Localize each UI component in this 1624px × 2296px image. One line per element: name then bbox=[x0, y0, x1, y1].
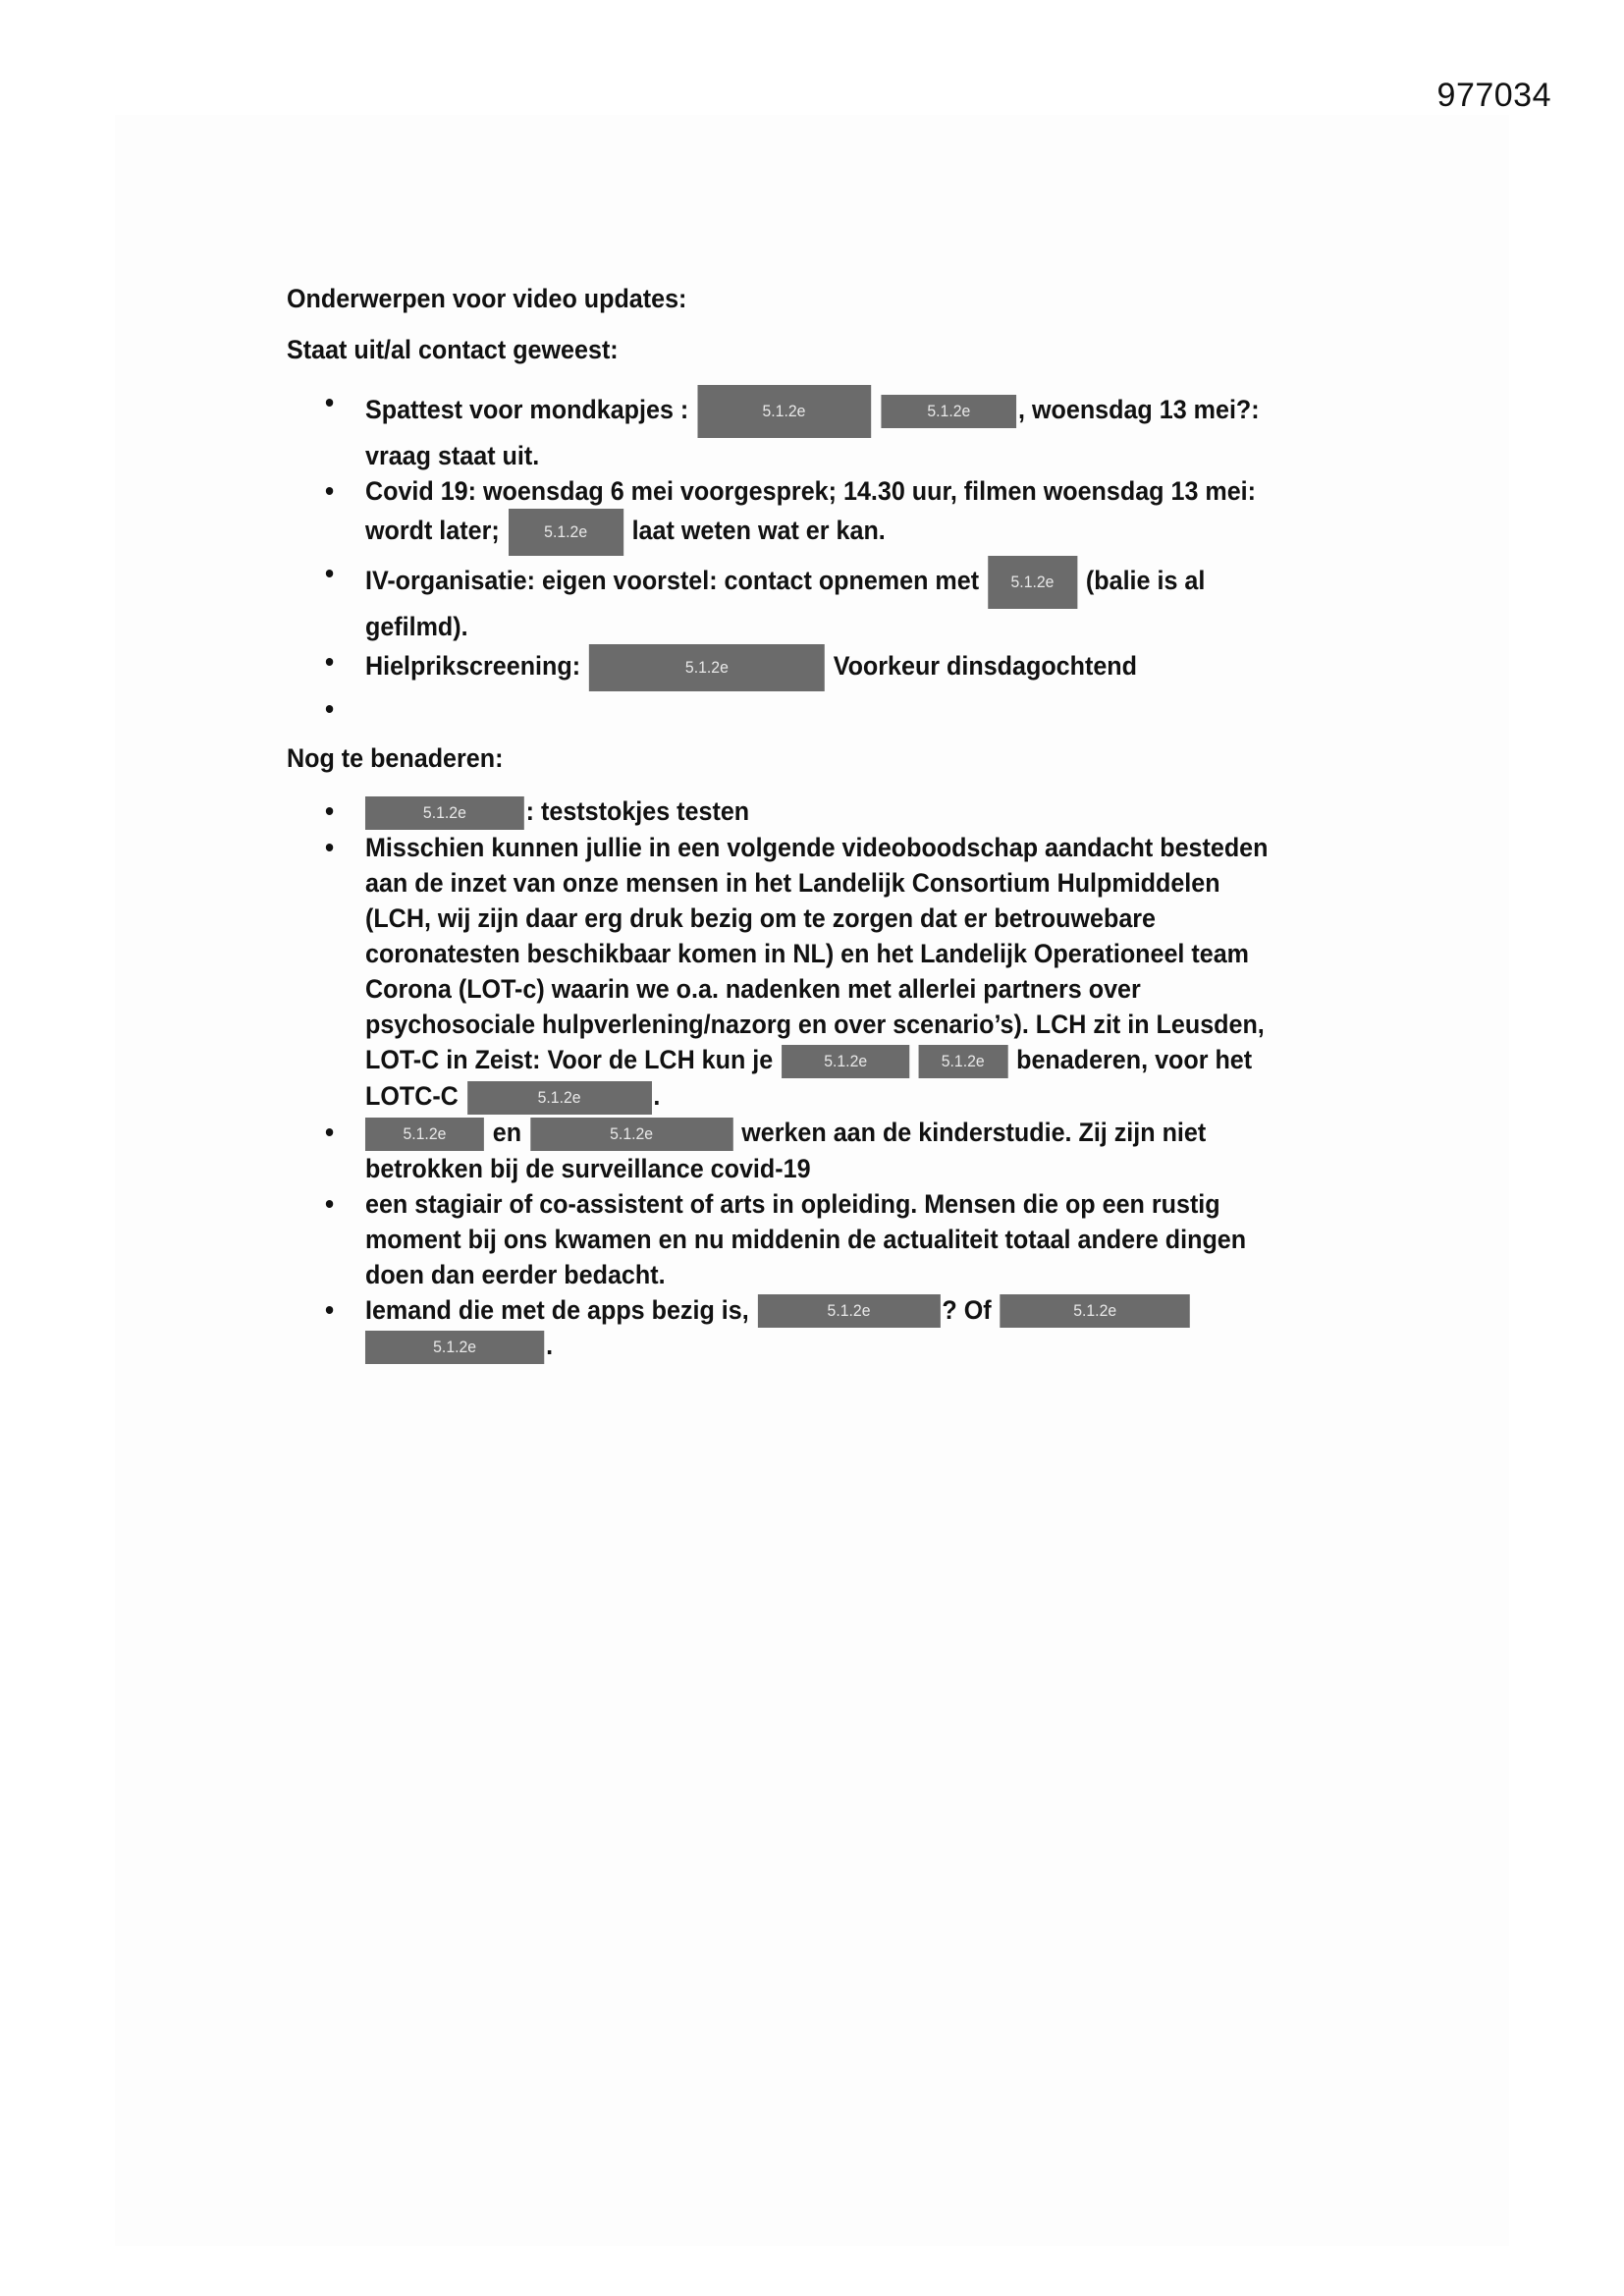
item-text: IV-organisatie: eigen voorstel: contact opnemen met bbox=[364, 566, 980, 596]
list-item bbox=[287, 1115, 1272, 1186]
section-heading-contact: Staat uit/al contact geweest: bbox=[287, 335, 619, 364]
redaction-box: 5.1.2e bbox=[530, 1118, 732, 1151]
item-text: . bbox=[546, 1331, 554, 1361]
item-text: laat weten wat er kan. bbox=[631, 516, 886, 546]
redaction-box: 5.1.2e bbox=[1000, 1294, 1189, 1328]
item-text: benaderen, voor het LOTC-C bbox=[364, 1044, 1253, 1111]
item-text: een stagiair of co-assistent of arts in opleiding. Mensen die op een rustig moment bij ons kwamen en nu middenin de actualiteit totaal andere dingen doen dan eerder bedacht. bbox=[364, 1188, 1247, 1289]
redaction-box: 5.1.2e bbox=[365, 796, 524, 830]
redaction-box: 5.1.2e bbox=[589, 644, 825, 691]
redaction-box: 5.1.2e bbox=[918, 1045, 1007, 1078]
list-item bbox=[287, 1186, 1272, 1292]
item-text: (balie is al gefilmd). bbox=[364, 566, 1206, 641]
redaction-box: 5.1.2e bbox=[782, 1045, 909, 1078]
redaction-box: 5.1.2e bbox=[509, 509, 623, 556]
redaction-box: 5.1.2e bbox=[758, 1294, 941, 1328]
list-item bbox=[287, 473, 1272, 556]
list-to-approach bbox=[287, 793, 1272, 1364]
list-item bbox=[287, 793, 1272, 830]
redaction-box: 5.1.2e bbox=[988, 556, 1077, 609]
document-title: Onderwerpen voor video updates: bbox=[287, 284, 687, 313]
item-text: en bbox=[492, 1117, 522, 1147]
list-item bbox=[287, 830, 1272, 1115]
item-text: Misschien kunnen jullie in een volgende videoboodschap aandacht besteden aan de inzet van onze mensen in het Landelijk Consortium Hulpmiddelen (LCH, wij zijn daar erg druk bezig om te zorgen dat er betrouwebare coronatesten beschikbaar komen in NL) en het Landelijk Operationeel team Corona (LOT-c) waarin we o.a. nadenken met allerlei partners over psychosociale hulpverlening/nazorg en over scenario’s). LCH zit in Leusden, LOT-C in Zeist: Voor de LCH kun je bbox=[364, 832, 1269, 1074]
redaction-box: 5.1.2e bbox=[882, 395, 1017, 428]
redaction-box: 5.1.2e bbox=[365, 1331, 544, 1364]
list-item bbox=[287, 1292, 1272, 1365]
item-text: Voorkeur dinsdagochtend bbox=[833, 651, 1137, 682]
list-item bbox=[287, 556, 1272, 644]
document-number: 977034 bbox=[1436, 77, 1551, 114]
item-text: Spattest voor mondkapjes : bbox=[364, 395, 689, 425]
item-text: . bbox=[653, 1080, 661, 1111]
list-item bbox=[287, 385, 1272, 473]
list-item-empty bbox=[287, 691, 1272, 727]
item-text: Hielprikscreening: bbox=[364, 651, 581, 682]
list-contact bbox=[287, 385, 1272, 727]
section-heading-to-approach: Nog te benaderen: bbox=[287, 743, 504, 773]
item-text: Iemand die met de apps bezig is, bbox=[364, 1294, 749, 1325]
item-text: , woensdag 13 mei?: vraag staat uit. bbox=[364, 395, 1260, 470]
redaction-box: 5.1.2e bbox=[467, 1081, 652, 1115]
redaction-box: 5.1.2e bbox=[697, 385, 871, 438]
item-text: ? Of bbox=[942, 1294, 992, 1325]
list-item bbox=[287, 644, 1272, 691]
item-text: werken aan de kinderstudie. Zij zijn niet betrokken bij de surveillance covid-19 bbox=[364, 1117, 1207, 1183]
item-text: : teststokjes testen bbox=[525, 796, 750, 826]
document-body bbox=[287, 281, 1272, 1378]
redaction-box: 5.1.2e bbox=[365, 1118, 484, 1151]
item-text: Covid 19: woensdag 6 mei voorgesprek; 14.30 uur, filmen woensdag 13 mei: wordt later; bbox=[364, 476, 1257, 546]
